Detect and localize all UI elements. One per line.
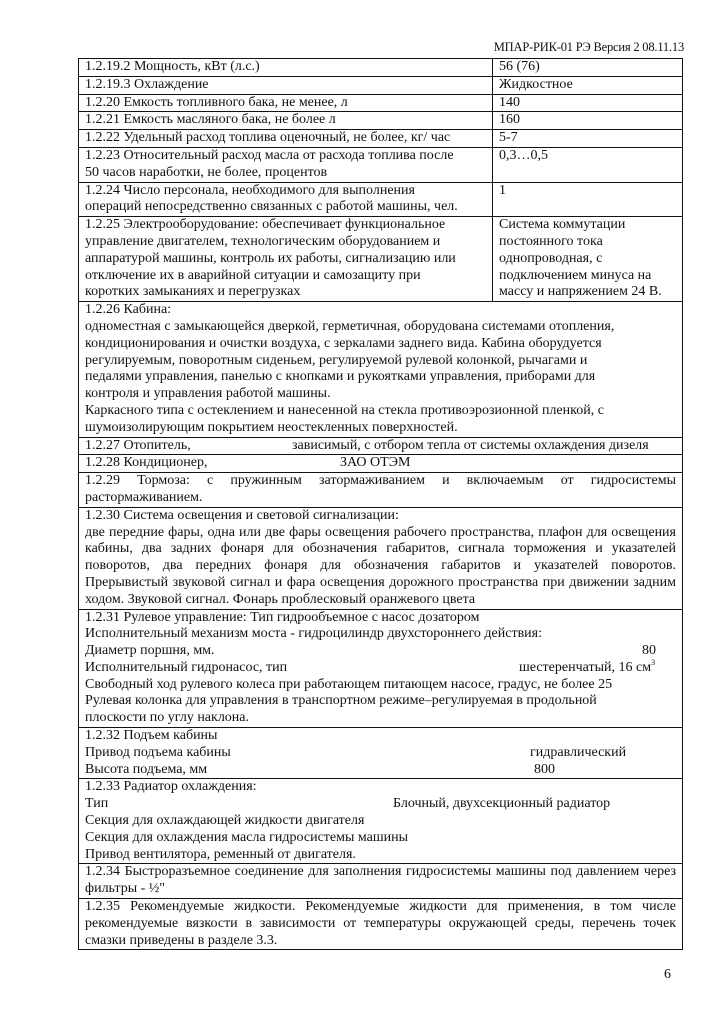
table-row [79,76,683,94]
text-line: кондиционирования и очистки воздуха, с зеркалами заднего вида. Кабина оборудуется [85,335,602,351]
text-line: 1.2.23 Относительный расход масла от расхода топлива после [85,147,454,163]
table-row-recommended-fluids [79,899,683,950]
table-row-cabin-lift [79,728,683,779]
text-line: Секция для охлаждающей жидкости двигателя [85,813,365,829]
spec-value: 140 [493,94,683,112]
spec-value [493,217,683,302]
section-text: две передние фары, одна или две фары освещения рабочего пространства, плафон для освещения кабины, два задних фонаря для обозначения габаритов, сигнала торможения и указателей поворотов, два передних фонаря для обозначения габаритов и указателей поворотов. Прерывистый звуковой сигнал и фара освещения дорожного пространства при движении задним ходом. Звуковой сигнал. Фонарь проблесковый оранжевого цвета [85,524,676,607]
spec-value: Жидкостное [493,76,683,94]
text-line: коротких замыканиях и перегрузках [85,284,301,300]
text-line: Система коммутации [499,217,626,233]
spec-full-cell: 1.2.34 Быстроразъемное соединение для заполнения гидросистемы машины под давлением через фильтры - ½" [79,864,683,899]
text-line: отключение их в аварийной ситуации и самозащиту при [85,267,421,283]
text-line: Привод вентилятора, ременный от двигателя. [85,846,356,862]
text-line: регулируемым, поворотным сиденьем, регулируемой рулевой колонкой, рычагами и [85,352,588,368]
spec-value: Блочный, двухсекционный радиатор [393,796,611,812]
text-line: 1.2.24 Число персонала, необходимого для выполнения [85,182,415,198]
spec-label: 1.2.20 Емкость топливного бака, не менее, л [79,94,493,112]
section-title: 1.2.31 Рулевое управление: Тип гидрообъемное с насос дозатором [85,609,480,625]
text-line: Каркасного типа с остеклением и нанесенной на стекла противоэрозионной пленкой, с [85,402,604,418]
table-row [79,94,683,112]
spec-value: гидравлический [530,744,627,760]
text-line: операций непосредственно связанных с работой машины, чел. [85,199,458,215]
table-row-lighting [79,507,683,609]
table-row [79,59,683,77]
spec-value: зависимый, с отбором тепла от системы охлаждения дизеля [292,437,649,453]
spec-full-cell: 1.2.29 Тормоза: с пружинным затормаживанием и включаемым от гидросистемы растормаживанием. [79,473,683,508]
spec-label: 1.2.28 Кондиционер, [85,455,208,471]
spec-label: Высота подъема, мм [85,761,208,777]
spec-full-cell [79,507,683,609]
superscript: 3 [651,657,656,667]
text-line: 50 часов наработки, не более, процентов [85,164,328,180]
text-line: 1.2.26 Кабина: [85,302,172,318]
specifications-table [78,58,683,950]
spec-label: 1.2.21 Емкость масляного бака, не более л [79,112,493,130]
spec-value: 800 [534,761,555,777]
text-line: управление двигателем, технологическим оборудованием и [85,233,441,249]
text-line: 1.2.25 Электрооборудование: обеспечивает функциональное [85,217,446,233]
spec-full-cell [79,609,683,728]
spec-full-cell [79,455,683,473]
text-line: Рулевая колонка для управления в транспортном режиме–регулируемая в продольной [85,693,597,709]
table-row-personnel [79,182,683,217]
spec-value: 5-7 [493,130,683,148]
text-line: Свободный ход рулевого колеса при работающем питающем насосе, градус, не более 25 [85,676,613,692]
text-line: плоскости по углу наклона. [85,710,250,726]
spec-label: Привод подъема кабины [85,744,231,760]
spec-value: ЗАО ОТЭМ [340,455,411,471]
table-row-steering [79,609,683,728]
table-row [79,130,683,148]
spec-label: 1.2.19.3 Охлаждение [79,76,493,94]
table-row-quick-coupling [79,864,683,899]
text-line: педалями управления, панелью с кнопками и рукоятками управления, приборами для [85,369,596,385]
table-row-radiator [79,779,683,864]
text-line: контроля и управления работой машины. [85,386,331,402]
spec-label: 1.2.27 Отопитель, [85,437,191,453]
spec-full-cell [79,302,683,437]
table-row [79,112,683,130]
text-line: подключением минуса на [499,267,652,283]
page-number: 6 [664,967,671,982]
spec-label: 1.2.19.2 Мощность, кВт (л.с.) [79,59,493,77]
text-line: постоянного тока [499,233,603,249]
spec-label: 1.2.22 Удельный расход топлива оценочный, не более, кг/ час [79,130,493,148]
table-row-electrical [79,217,683,302]
table-row-oil-consumption [79,147,683,182]
spec-value: 80 [642,643,656,659]
table-row-brakes [79,473,683,508]
text-line: аппаратурой машины, контроль их работы, сигнализацию или [85,250,456,266]
spec-value: 0,3…0,5 [493,147,683,182]
spec-value: 56 (76) [493,59,683,77]
spec-label: Тип [85,796,109,812]
spec-value: шестеренчатый, 16 см [519,659,652,675]
table-row-air-conditioner [79,455,683,473]
spec-label [79,182,493,217]
text-line: одноместная с замыкающейся дверкой, герметичная, оборудована системами отопления, [85,318,615,334]
spec-value: 160 [493,112,683,130]
text-line: Исполнительный механизм моста - гидроцилиндр двухстороннего действия: [85,626,542,642]
text-line: шумоизолирующим покрытием неостекленных поверхностей. [85,419,458,435]
spec-full-cell: 1.2.35 Рекомендуемые жидкости. Рекомендуемые жидкости для применения, в том числе рекомендуемые вязкости в зависимости от температуры окружающей среды, перечень точек смазки приведены в разделе 3.3. [79,899,683,950]
table-row-cabin [79,302,683,437]
spec-full-cell [79,779,683,864]
spec-full-cell [79,437,683,455]
spec-label: Диаметр поршня, мм. [85,643,215,659]
document-reference-header: МПАР-РИК-01 РЭ Версия 2 08.11.13 [493,40,684,54]
text-line: Секция для охлаждения масла гидросистемы машины [85,829,409,845]
section-title: 1.2.30 Система освещения и световой сигнализации: [85,507,399,523]
text-line: однопроводная, с [499,250,603,266]
spec-full-cell [79,728,683,779]
text-line: массу и напряжением 24 В. [499,284,662,300]
spec-label [79,147,493,182]
table-row-heater [79,437,683,455]
spec-value: 1 [493,182,683,217]
spec-label: Исполнительный гидронасос, тип [85,659,288,675]
section-title: 1.2.32 Подъем кабины [85,728,218,744]
spec-label [79,217,493,302]
section-title: 1.2.33 Радиатор охлаждения: [85,779,257,795]
